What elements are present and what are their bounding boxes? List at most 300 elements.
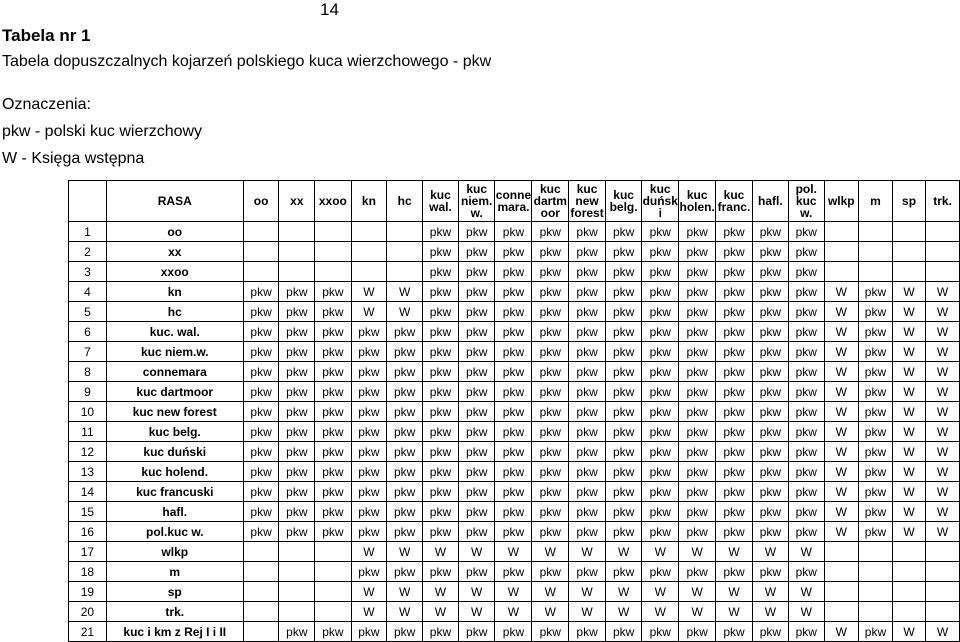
table-cell: pkw: [605, 462, 641, 482]
table-cell: [279, 582, 315, 602]
row-label: oo: [106, 222, 243, 242]
table-cell: [926, 562, 960, 582]
table-cell: pkw: [569, 522, 606, 542]
table-cell: pkw: [679, 262, 716, 282]
table-cell: W: [569, 582, 606, 602]
table-cell: pkw: [642, 302, 679, 322]
table-cell: pkw: [351, 502, 387, 522]
table-cell: pkw: [605, 302, 641, 322]
table-cell: pkw: [569, 622, 606, 642]
table-cell: pkw: [387, 382, 423, 402]
table-cell: pkw: [788, 502, 824, 522]
table-cell: pkw: [569, 222, 606, 242]
row-number: 9: [69, 382, 107, 402]
column-header: conne mara.: [495, 181, 532, 222]
table-cell: pkw: [495, 502, 532, 522]
column-header: kuc holen.: [679, 181, 716, 222]
header-num-cell: [69, 181, 107, 222]
table-cell: W: [892, 282, 925, 302]
table-cell: [315, 262, 351, 282]
table-cell: pkw: [495, 422, 532, 442]
column-header: kuc belg.: [605, 181, 641, 222]
table-cell: pkw: [752, 362, 788, 382]
table-row: [69, 522, 960, 542]
legend-heading: Oznaczenia:: [2, 96, 91, 113]
table-cell: pkw: [605, 482, 641, 502]
table-cell: W: [892, 482, 925, 502]
table-cell: pkw: [859, 502, 893, 522]
table-cell: pkw: [788, 482, 824, 502]
table-body: [69, 222, 960, 642]
table-cell: pkw: [279, 322, 315, 342]
table-cell: pkw: [458, 322, 495, 342]
table-cell: pkw: [642, 622, 679, 642]
table-cell: pkw: [279, 282, 315, 302]
table-cell: W: [423, 582, 459, 602]
table-cell: pkw: [679, 422, 716, 442]
table-cell: [859, 562, 893, 582]
table-cell: pkw: [752, 222, 788, 242]
table-cell: W: [387, 302, 423, 322]
table-cell: pkw: [716, 382, 753, 402]
table-cell: W: [642, 582, 679, 602]
table-cell: [387, 222, 423, 242]
table-cell: W: [351, 302, 387, 322]
table-cell: W: [892, 322, 925, 342]
table-cell: pkw: [642, 322, 679, 342]
table-row: [69, 242, 960, 262]
table-cell: [243, 622, 279, 642]
table-cell: pkw: [532, 622, 569, 642]
table-row: [69, 342, 960, 362]
table-cell: pkw: [788, 342, 824, 362]
table-cell: pkw: [495, 302, 532, 322]
table-cell: pkw: [495, 622, 532, 642]
table-cell: pkw: [788, 242, 824, 262]
table-cell: [315, 542, 351, 562]
table-cell: pkw: [679, 382, 716, 402]
table-cell: pkw: [532, 262, 569, 282]
table-cell: pkw: [315, 402, 351, 422]
table-cell: pkw: [569, 342, 606, 362]
table-row: [69, 302, 960, 322]
table-cell: pkw: [458, 462, 495, 482]
table-cell: pkw: [752, 482, 788, 502]
table-cell: pkw: [315, 382, 351, 402]
table-cell: pkw: [279, 402, 315, 422]
table-cell: pkw: [752, 422, 788, 442]
row-label: connemara: [106, 362, 243, 382]
table-cell: pkw: [788, 422, 824, 442]
table-cell: pkw: [679, 362, 716, 382]
table-cell: [892, 602, 925, 622]
table-cell: pkw: [315, 282, 351, 302]
column-header: xxoo: [315, 181, 351, 222]
table-cell: pkw: [569, 362, 606, 382]
table-cell: pkw: [243, 342, 279, 362]
table-cell: pkw: [679, 222, 716, 242]
column-header: hc: [387, 181, 423, 222]
table-cell: pkw: [279, 622, 315, 642]
table-cell: pkw: [387, 462, 423, 482]
table-cell: pkw: [243, 402, 279, 422]
table-cell: pkw: [569, 422, 606, 442]
table-cell: [243, 602, 279, 622]
table-cell: pkw: [387, 482, 423, 502]
table-cell: W: [532, 542, 569, 562]
column-header: kuc franc.: [716, 181, 753, 222]
table-cell: pkw: [752, 402, 788, 422]
table-cell: W: [824, 522, 858, 542]
table-cell: pkw: [532, 522, 569, 542]
table-cell: [279, 602, 315, 622]
table-cell: [279, 262, 315, 282]
table-cell: pkw: [605, 242, 641, 262]
table-cell: [859, 602, 893, 622]
table-cell: [892, 262, 925, 282]
table-cell: pkw: [423, 402, 459, 422]
table-cell: pkw: [423, 522, 459, 542]
table-cell: pkw: [716, 402, 753, 422]
row-number: 21: [69, 622, 107, 642]
table-cell: pkw: [423, 362, 459, 382]
table-cell: pkw: [642, 262, 679, 282]
table-cell: W: [926, 382, 960, 402]
table-cell: pkw: [423, 502, 459, 522]
table-cell: pkw: [458, 422, 495, 442]
table-cell: [892, 542, 925, 562]
table-cell: pkw: [243, 522, 279, 542]
table-cell: pkw: [716, 462, 753, 482]
table-cell: pkw: [642, 382, 679, 402]
table-cell: pkw: [495, 362, 532, 382]
table-cell: pkw: [642, 342, 679, 362]
table-cell: [824, 242, 858, 262]
table-cell: pkw: [495, 462, 532, 482]
row-label: kuc francuski: [106, 482, 243, 502]
table-cell: pkw: [859, 362, 893, 382]
row-number: 17: [69, 542, 107, 562]
table-cell: pkw: [458, 342, 495, 362]
table-cell: pkw: [243, 282, 279, 302]
table-cell: pkw: [569, 402, 606, 422]
table-cell: W: [788, 602, 824, 622]
column-header: trk.: [926, 181, 960, 222]
row-label: sp: [106, 582, 243, 602]
table-row: [69, 562, 960, 582]
table-cell: W: [926, 482, 960, 502]
table-row: [69, 222, 960, 242]
table-cell: pkw: [605, 442, 641, 462]
table-cell: [859, 262, 893, 282]
table-cell: pkw: [387, 562, 423, 582]
table-cell: pkw: [788, 282, 824, 302]
table-cell: pkw: [716, 342, 753, 362]
table-cell: [243, 542, 279, 562]
table-cell: W: [716, 582, 753, 602]
table-cell: pkw: [859, 342, 893, 362]
table-cell: [892, 562, 925, 582]
table-cell: W: [926, 322, 960, 342]
table-cell: pkw: [351, 342, 387, 362]
table-cell: pkw: [279, 302, 315, 322]
column-header: kuc wal.: [423, 181, 459, 222]
row-label: kuc niem.w.: [106, 342, 243, 362]
table-cell: pkw: [605, 362, 641, 382]
table-cell: W: [926, 342, 960, 362]
table-cell: W: [679, 602, 716, 622]
table-cell: pkw: [716, 242, 753, 262]
table-cell: W: [351, 582, 387, 602]
table-cell: pkw: [752, 382, 788, 402]
table-cell: pkw: [605, 522, 641, 542]
table-cell: pkw: [859, 462, 893, 482]
table-cell: pkw: [569, 562, 606, 582]
table-cell: W: [605, 582, 641, 602]
table-cell: pkw: [716, 422, 753, 442]
table-cell: pkw: [752, 502, 788, 522]
table-cell: pkw: [315, 462, 351, 482]
table-cell: pkw: [279, 522, 315, 542]
table-cell: pkw: [458, 522, 495, 542]
table-cell: [926, 222, 960, 242]
table-cell: W: [605, 542, 641, 562]
table-cell: W: [351, 542, 387, 562]
table-cell: pkw: [679, 522, 716, 542]
table-cell: pkw: [752, 442, 788, 462]
table-subtitle: Tabela dopuszczalnych kojarzeń polskiego kuca wierzchowego - pkw: [2, 53, 492, 70]
table-cell: [279, 222, 315, 242]
table-cell: W: [824, 282, 858, 302]
table-cell: pkw: [532, 302, 569, 322]
table-cell: pkw: [532, 422, 569, 442]
table-cell: W: [824, 362, 858, 382]
table-cell: W: [458, 602, 495, 622]
table-cell: pkw: [716, 282, 753, 302]
table-cell: pkw: [495, 522, 532, 542]
row-label: hafl.: [106, 502, 243, 522]
table-cell: pkw: [315, 322, 351, 342]
table-cell: pkw: [859, 522, 893, 542]
table-cell: [387, 242, 423, 262]
table-cell: pkw: [716, 322, 753, 342]
row-label: wlkp: [106, 542, 243, 562]
table-cell: [315, 582, 351, 602]
table-cell: pkw: [716, 262, 753, 282]
table-cell: pkw: [243, 462, 279, 482]
table-cell: pkw: [458, 262, 495, 282]
table-cell: [824, 602, 858, 622]
table-cell: W: [351, 602, 387, 622]
column-header: m: [859, 181, 893, 222]
table-cell: pkw: [387, 502, 423, 522]
table-cell: pkw: [532, 282, 569, 302]
table-cell: pkw: [495, 442, 532, 462]
table-cell: [892, 222, 925, 242]
table-cell: pkw: [752, 242, 788, 262]
row-number: 16: [69, 522, 107, 542]
table-cell: pkw: [351, 322, 387, 342]
table-cell: pkw: [423, 222, 459, 242]
table-cell: W: [679, 582, 716, 602]
table-cell: W: [788, 542, 824, 562]
table-row: [69, 462, 960, 482]
table-cell: pkw: [532, 482, 569, 502]
table-cell: W: [892, 442, 925, 462]
row-number: 7: [69, 342, 107, 362]
table-cell: pkw: [532, 342, 569, 362]
table-cell: pkw: [716, 502, 753, 522]
table-cell: pkw: [605, 562, 641, 582]
table-cell: pkw: [716, 302, 753, 322]
table-cell: pkw: [387, 442, 423, 462]
table-row: [69, 282, 960, 302]
table-cell: W: [423, 542, 459, 562]
table-cell: pkw: [387, 622, 423, 642]
table-row: [69, 502, 960, 522]
table-cell: [351, 262, 387, 282]
table-cell: W: [532, 602, 569, 622]
table-cell: pkw: [679, 242, 716, 262]
table-cell: [926, 602, 960, 622]
table-row: [69, 582, 960, 602]
table-cell: pkw: [495, 402, 532, 422]
table-cell: pkw: [423, 302, 459, 322]
table-cell: pkw: [569, 322, 606, 342]
table-cell: pkw: [458, 302, 495, 322]
table-cell: pkw: [679, 562, 716, 582]
table-cell: pkw: [495, 322, 532, 342]
table-cell: W: [532, 582, 569, 602]
table-cell: pkw: [642, 462, 679, 482]
table-cell: pkw: [315, 342, 351, 362]
table-cell: pkw: [605, 622, 641, 642]
table-cell: pkw: [458, 242, 495, 262]
table-row: [69, 362, 960, 382]
row-label: xx: [106, 242, 243, 262]
table-cell: pkw: [859, 322, 893, 342]
table-cell: pkw: [279, 382, 315, 402]
table-cell: pkw: [387, 522, 423, 542]
table-cell: pkw: [752, 262, 788, 282]
table-cell: pkw: [387, 342, 423, 362]
table-cell: pkw: [495, 242, 532, 262]
table-cell: pkw: [351, 422, 387, 442]
table-cell: [824, 262, 858, 282]
table-cell: pkw: [788, 622, 824, 642]
table-cell: pkw: [605, 402, 641, 422]
table-cell: W: [387, 282, 423, 302]
column-header: oo: [243, 181, 279, 222]
table-cell: pkw: [788, 522, 824, 542]
table-cell: pkw: [458, 222, 495, 242]
table-cell: pkw: [423, 482, 459, 502]
table-cell: [824, 222, 858, 242]
table-cell: pkw: [423, 462, 459, 482]
table-cell: W: [926, 282, 960, 302]
table-cell: W: [892, 382, 925, 402]
table-cell: pkw: [423, 262, 459, 282]
column-header: kuc new forest: [570, 182, 604, 220]
table-cell: W: [824, 462, 858, 482]
table-cell: pkw: [423, 622, 459, 642]
table-cell: [315, 242, 351, 262]
table-cell: W: [605, 602, 641, 622]
table-cell: pkw: [642, 362, 679, 382]
table-cell: pkw: [716, 562, 753, 582]
table-cell: pkw: [752, 322, 788, 342]
table-cell: pkw: [351, 562, 387, 582]
table-cell: pkw: [752, 622, 788, 642]
table-cell: [243, 222, 279, 242]
table-cell: pkw: [788, 302, 824, 322]
row-number: 2: [69, 242, 107, 262]
table-row: [69, 442, 960, 462]
table-cell: pkw: [859, 402, 893, 422]
table-cell: pkw: [458, 442, 495, 462]
table-cell: W: [642, 602, 679, 622]
column-header: kn: [351, 181, 387, 222]
table-cell: pkw: [788, 462, 824, 482]
row-label: kuc holend.: [106, 462, 243, 482]
table-cell: pkw: [788, 262, 824, 282]
table-cell: pkw: [279, 502, 315, 522]
table-cell: pkw: [243, 482, 279, 502]
table-cell: pkw: [679, 482, 716, 502]
table-cell: pkw: [679, 402, 716, 422]
table-cell: pkw: [315, 482, 351, 502]
table-cell: W: [824, 342, 858, 362]
row-number: 4: [69, 282, 107, 302]
table-cell: pkw: [859, 482, 893, 502]
table-cell: [315, 602, 351, 622]
table-cell: [243, 242, 279, 262]
table-cell: pkw: [351, 462, 387, 482]
compatibility-table: [68, 180, 960, 642]
table-cell: [387, 262, 423, 282]
table-cell: pkw: [532, 322, 569, 342]
table-cell: pkw: [279, 342, 315, 362]
table-cell: pkw: [495, 382, 532, 402]
table-cell: [926, 262, 960, 282]
row-number: 15: [69, 502, 107, 522]
row-number: 8: [69, 362, 107, 382]
table-cell: pkw: [458, 362, 495, 382]
row-number: 18: [69, 562, 107, 582]
table-cell: pkw: [788, 402, 824, 422]
table-cell: pkw: [569, 302, 606, 322]
table-cell: pkw: [279, 462, 315, 482]
table-cell: pkw: [387, 422, 423, 442]
table-cell: pkw: [569, 442, 606, 462]
table-cell: W: [716, 542, 753, 562]
table-cell: W: [458, 582, 495, 602]
table-cell: W: [892, 302, 925, 322]
row-number: 19: [69, 582, 107, 602]
table-cell: pkw: [569, 502, 606, 522]
table-cell: W: [458, 542, 495, 562]
column-header: pol. kuc w.: [788, 181, 824, 222]
table-cell: pkw: [679, 342, 716, 362]
table-row: [69, 382, 960, 402]
table-cell: pkw: [532, 562, 569, 582]
table-cell: pkw: [859, 422, 893, 442]
legend-line-pkw: pkw - polski kuc wierzchowy: [2, 123, 203, 140]
table-cell: W: [926, 422, 960, 442]
table-cell: W: [569, 602, 606, 622]
table-cell: pkw: [679, 322, 716, 342]
table-cell: pkw: [859, 302, 893, 322]
